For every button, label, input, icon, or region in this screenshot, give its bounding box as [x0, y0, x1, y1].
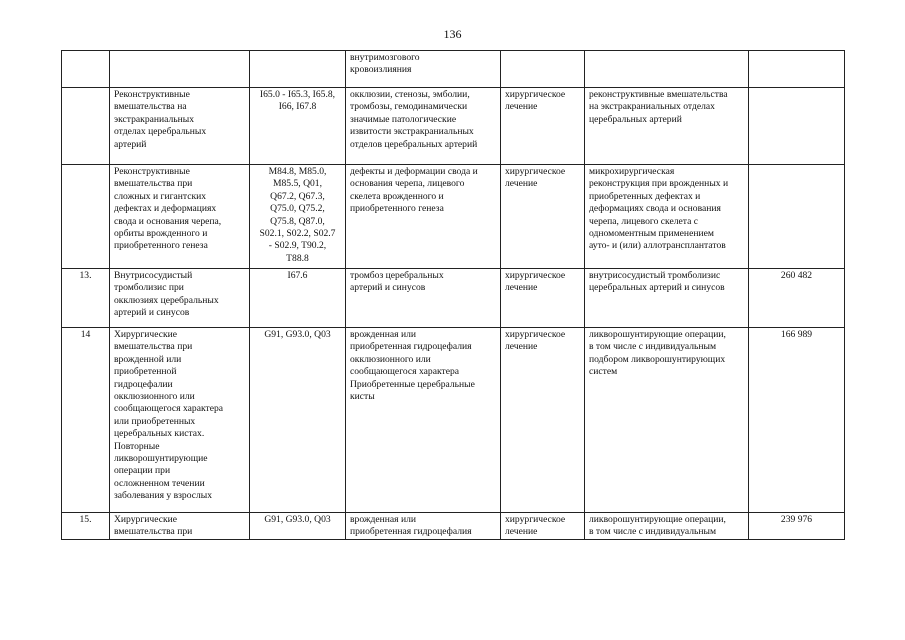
method-group-cell: Хирургические вмешательства при врожденной или приобретенной гидроцефалии окклюзионного или сообщающегося характера или приобретенных церебральных кистах. Повторные ликворошунтирующие операции при осложненном течении заболевания у взрослых [110, 328, 250, 513]
icd-codes-cell: G91, G93.0, Q03 [250, 513, 346, 540]
treatment-type-cell: хирургическое лечение [501, 513, 585, 540]
patient-model-cell: дефекты и деформации свода и основания черепа, лицевого скелета врожденного и приобретенного генеза [346, 165, 501, 269]
price-cell [749, 51, 845, 88]
row-number-cell: 15. [62, 513, 110, 540]
method-group-cell: Внутрисосудистый тромболизис при окклюзиях церебральных артерий и синусов [110, 269, 250, 328]
treatment-type-cell: хирургическое лечение [501, 328, 585, 513]
icd-codes-cell: G91, G93.0, Q03 [250, 328, 346, 513]
page-number: 136 [443, 27, 462, 41]
patient-model-cell: внутримозгового кровоизлияния [346, 51, 501, 88]
icd-codes-cell: I67.6 [250, 269, 346, 328]
method-group-cell: Хирургические вмешательства при [110, 513, 250, 540]
table-row [62, 513, 845, 540]
icd-codes-cell: I65.0 - I65.3, I65.8, I66, I67.8 [250, 88, 346, 165]
table-row [62, 328, 845, 513]
medical-services-table [61, 50, 845, 540]
row-number-cell [62, 165, 110, 269]
treatment-method-cell: внутрисосудистый тромболизис церебральных артерий и синусов [585, 269, 749, 328]
table-row [62, 165, 845, 269]
treatment-method-cell: ликворошунтирующие операции, в том числе с индивидуальным [585, 513, 749, 540]
row-number-cell [62, 88, 110, 165]
patient-model-cell: врожденная или приобретенная гидроцефалия [346, 513, 501, 540]
patient-model-cell: врожденная или приобретенная гидроцефалия окклюзионного или сообщающегося характера Приобретенные церебральные кисты [346, 328, 501, 513]
row-number-cell [62, 51, 110, 88]
icd-codes-cell: M84.8, M85.0, M85.5, Q01, Q67.2, Q67.3, Q75.0, Q75.2, Q75.8, Q87.0, S02.1, S02.2, S02.7 - S02.9, T90.2, T88.8 [250, 165, 346, 269]
table-row [62, 88, 845, 165]
method-group-cell: Реконструктивные вмешательства при сложных и гигантских дефектах и деформациях свода и основания черепа, орбиты врожденного и приобретенного генеза [110, 165, 250, 269]
row-number-cell: 13. [62, 269, 110, 328]
patient-model-cell: окклюзии, стенозы, эмболии, тромбозы, гемодинамически значимые патологические извитости экстракраниальных отделов церебральных артерий [346, 88, 501, 165]
treatment-method-cell: ликворошунтирующие операции, в том числе с индивидуальным подбором ликворошунтирующих систем [585, 328, 749, 513]
patient-model-cell: тромбоз церебральных артерий и синусов [346, 269, 501, 328]
price-cell: 260 482 [749, 269, 845, 328]
price-cell [749, 165, 845, 269]
method-group-cell [110, 51, 250, 88]
treatment-type-cell: хирургическое лечение [501, 165, 585, 269]
row-number-cell: 14 [62, 328, 110, 513]
treatment-type-cell [501, 51, 585, 88]
table-row [62, 51, 845, 88]
treatment-type-cell: хирургическое лечение [501, 269, 585, 328]
icd-codes-cell [250, 51, 346, 88]
treatment-method-cell: реконструктивные вмешательства на экстракраниальных отделах церебральных артерий [585, 88, 749, 165]
method-group-cell: Реконструктивные вмешательства на экстракраниальных отделах церебральных артерий [110, 88, 250, 165]
price-cell: 239 976 [749, 513, 845, 540]
table-row [62, 269, 845, 328]
price-cell [749, 88, 845, 165]
treatment-type-cell: хирургическое лечение [501, 88, 585, 165]
treatment-method-cell: микрохирургическая реконструкция при врожденных и приобретенных дефектах и деформациях свода и основания черепа, лицевого скелета с одномоментным применением ауто- и (или) аллотрансплантатов [585, 165, 749, 269]
treatment-method-cell [585, 51, 749, 88]
price-cell: 166 989 [749, 328, 845, 513]
